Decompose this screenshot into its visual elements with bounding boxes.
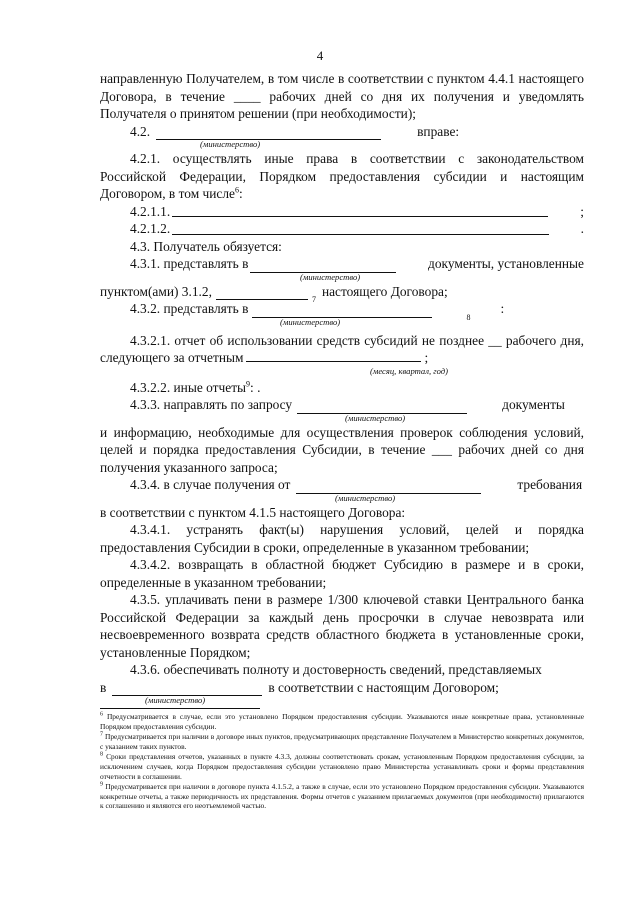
page-number: 4 [316, 48, 324, 63]
footnote-divider [100, 708, 260, 709]
document-body [100, 70, 584, 706]
footnote-ref-6: 6 [235, 185, 239, 195]
caption-period: (месяц, квартал, год) [370, 365, 449, 376]
clause-4-3-2: 4.3.2. представлять в 8 : [130, 301, 505, 322]
clause-4-3-2-2: 4.3.2.2. иные отчеты$^9$: . [130, 379, 261, 395]
caption-ministry: (министерство) [300, 271, 361, 282]
clause-4-3-6-continued: в в соответствии с настоящим Договором; [100, 679, 499, 695]
footnote-ref-9: 9 [246, 379, 251, 389]
clause-4-3-4: 4.3.4. в случае получения от требования [130, 477, 583, 492]
caption-ministry: (министерство) [145, 695, 206, 705]
clause-4-3-1-continued: пунктом(ами) 3.1.2, 7 настоящего Договора; [100, 283, 448, 304]
clause-4-3-6: 4.3.6. обеспечивать полноту и достоверность сведений, представляемых [130, 662, 542, 677]
clause-4-3-4-1: 4.3.4.1. устранять факт(ы) нарушения условий, целей и порядка предоставления Субсидии в сроки, определенные в указанном требовании; [100, 522, 584, 555]
caption-ministry: (министерство) [335, 492, 396, 503]
footnote-8: $^8$ Сроки представления отчетов, указанных в пункте 4.3.3, должны соответствовать срокам, установленным Порядком предоставления субсидии, за исключением случаев, когда Порядком предоставления субсидии установлено право Министерства устанавливать сроки и формы представления отчетности в соглашении. [100, 751, 584, 781]
clause-4-2: 4.2. вправе: [130, 123, 460, 139]
footnote-6: $^6$ Предусматривается в случае, если это установлено Порядком предоставления субсидии. Указываются иные конкретные права, установленные Порядком предоставления субсидии. [100, 711, 584, 731]
caption-ministry: (министерство) [200, 139, 261, 149]
clause-4-2-1-2: 4.2.1.2. . [130, 221, 584, 236]
caption-ministry: (министерство) [280, 316, 341, 327]
clause-4-3-3: 4.3.3. направлять по запросу документы [130, 397, 565, 412]
clause-4-3-3-continued: и информацию, необходимые для осуществления проверок соблюдения условий, целей и порядка предоставления Субсидии, в течение ___ рабочих дней со дня получения указанного запроса; [100, 424, 584, 475]
clause-4-3-1: 4.3.1. представлять в документы, установленные [130, 256, 584, 271]
ministry-blank [156, 127, 381, 140]
clause-4-3-2-1: 4.3.2.1. отчет об использовании средств субсидий не позднее __ рабочего дня, следующего за отчетным ; [100, 332, 584, 365]
footnote-7: $^7$ Предусматривается при наличии в договоре иных пунктов, предусматривающих представление Получателем в Министерство конкретных документов, с указанием таких пунктов. [100, 731, 584, 751]
clause-4-3: 4.3. Получатель обязуется: [130, 238, 282, 254]
clause-4-3-4-continued: в соответствии с пунктом 4.1.5 настоящего Договора: [100, 504, 406, 520]
footnote-9: $^9$ Предусматривается при наличии в договоре пункта 4.1.5.2, а также в случае, если это установлено Порядком предоставления субсидии. Указываются конкретные отчеты, а также периодичность их представления. Формы отчетов с указанием прилагаемых документов (при необходимости) прилагаются к соглашению и являются его неотъемлемой частью. [100, 781, 584, 811]
clause-4-2-1-1: 4.2.1.1. ; [130, 203, 584, 219]
clause-4-3-5: 4.3.5. уплачивать пени в размере 1/300 ключевой ставки Центрального банка Российской Федерации за каждый день просрочки в случае невозврата или несвоевременного возврата средств областного бюджета в установленные сроки, установленные Порядком; [100, 592, 584, 660]
paragraph-4-1-continued: направленную Получателем, в том числе в соответствии с пунктом 4.4.1 настоящего Договора, в течение ____ рабочих дней со дня их получения и уведомлять Получателя о принятом решении (при необходимости); [100, 71, 584, 121]
clause-4-3-4-2: 4.3.4.2. возвращать в областной бюджет Субсидию в размере и в сроки, определенные в указанном требовании; [100, 557, 584, 590]
caption-ministry: (министерство) [345, 412, 406, 423]
footnotes [100, 708, 584, 812]
clause-4-2-1: 4.2.1. осуществлять иные права в соответствии с законодательством Российской Федерации, Порядком предоставления субсидии и настоящим Договором, в том числе$^6$: [100, 151, 584, 201]
